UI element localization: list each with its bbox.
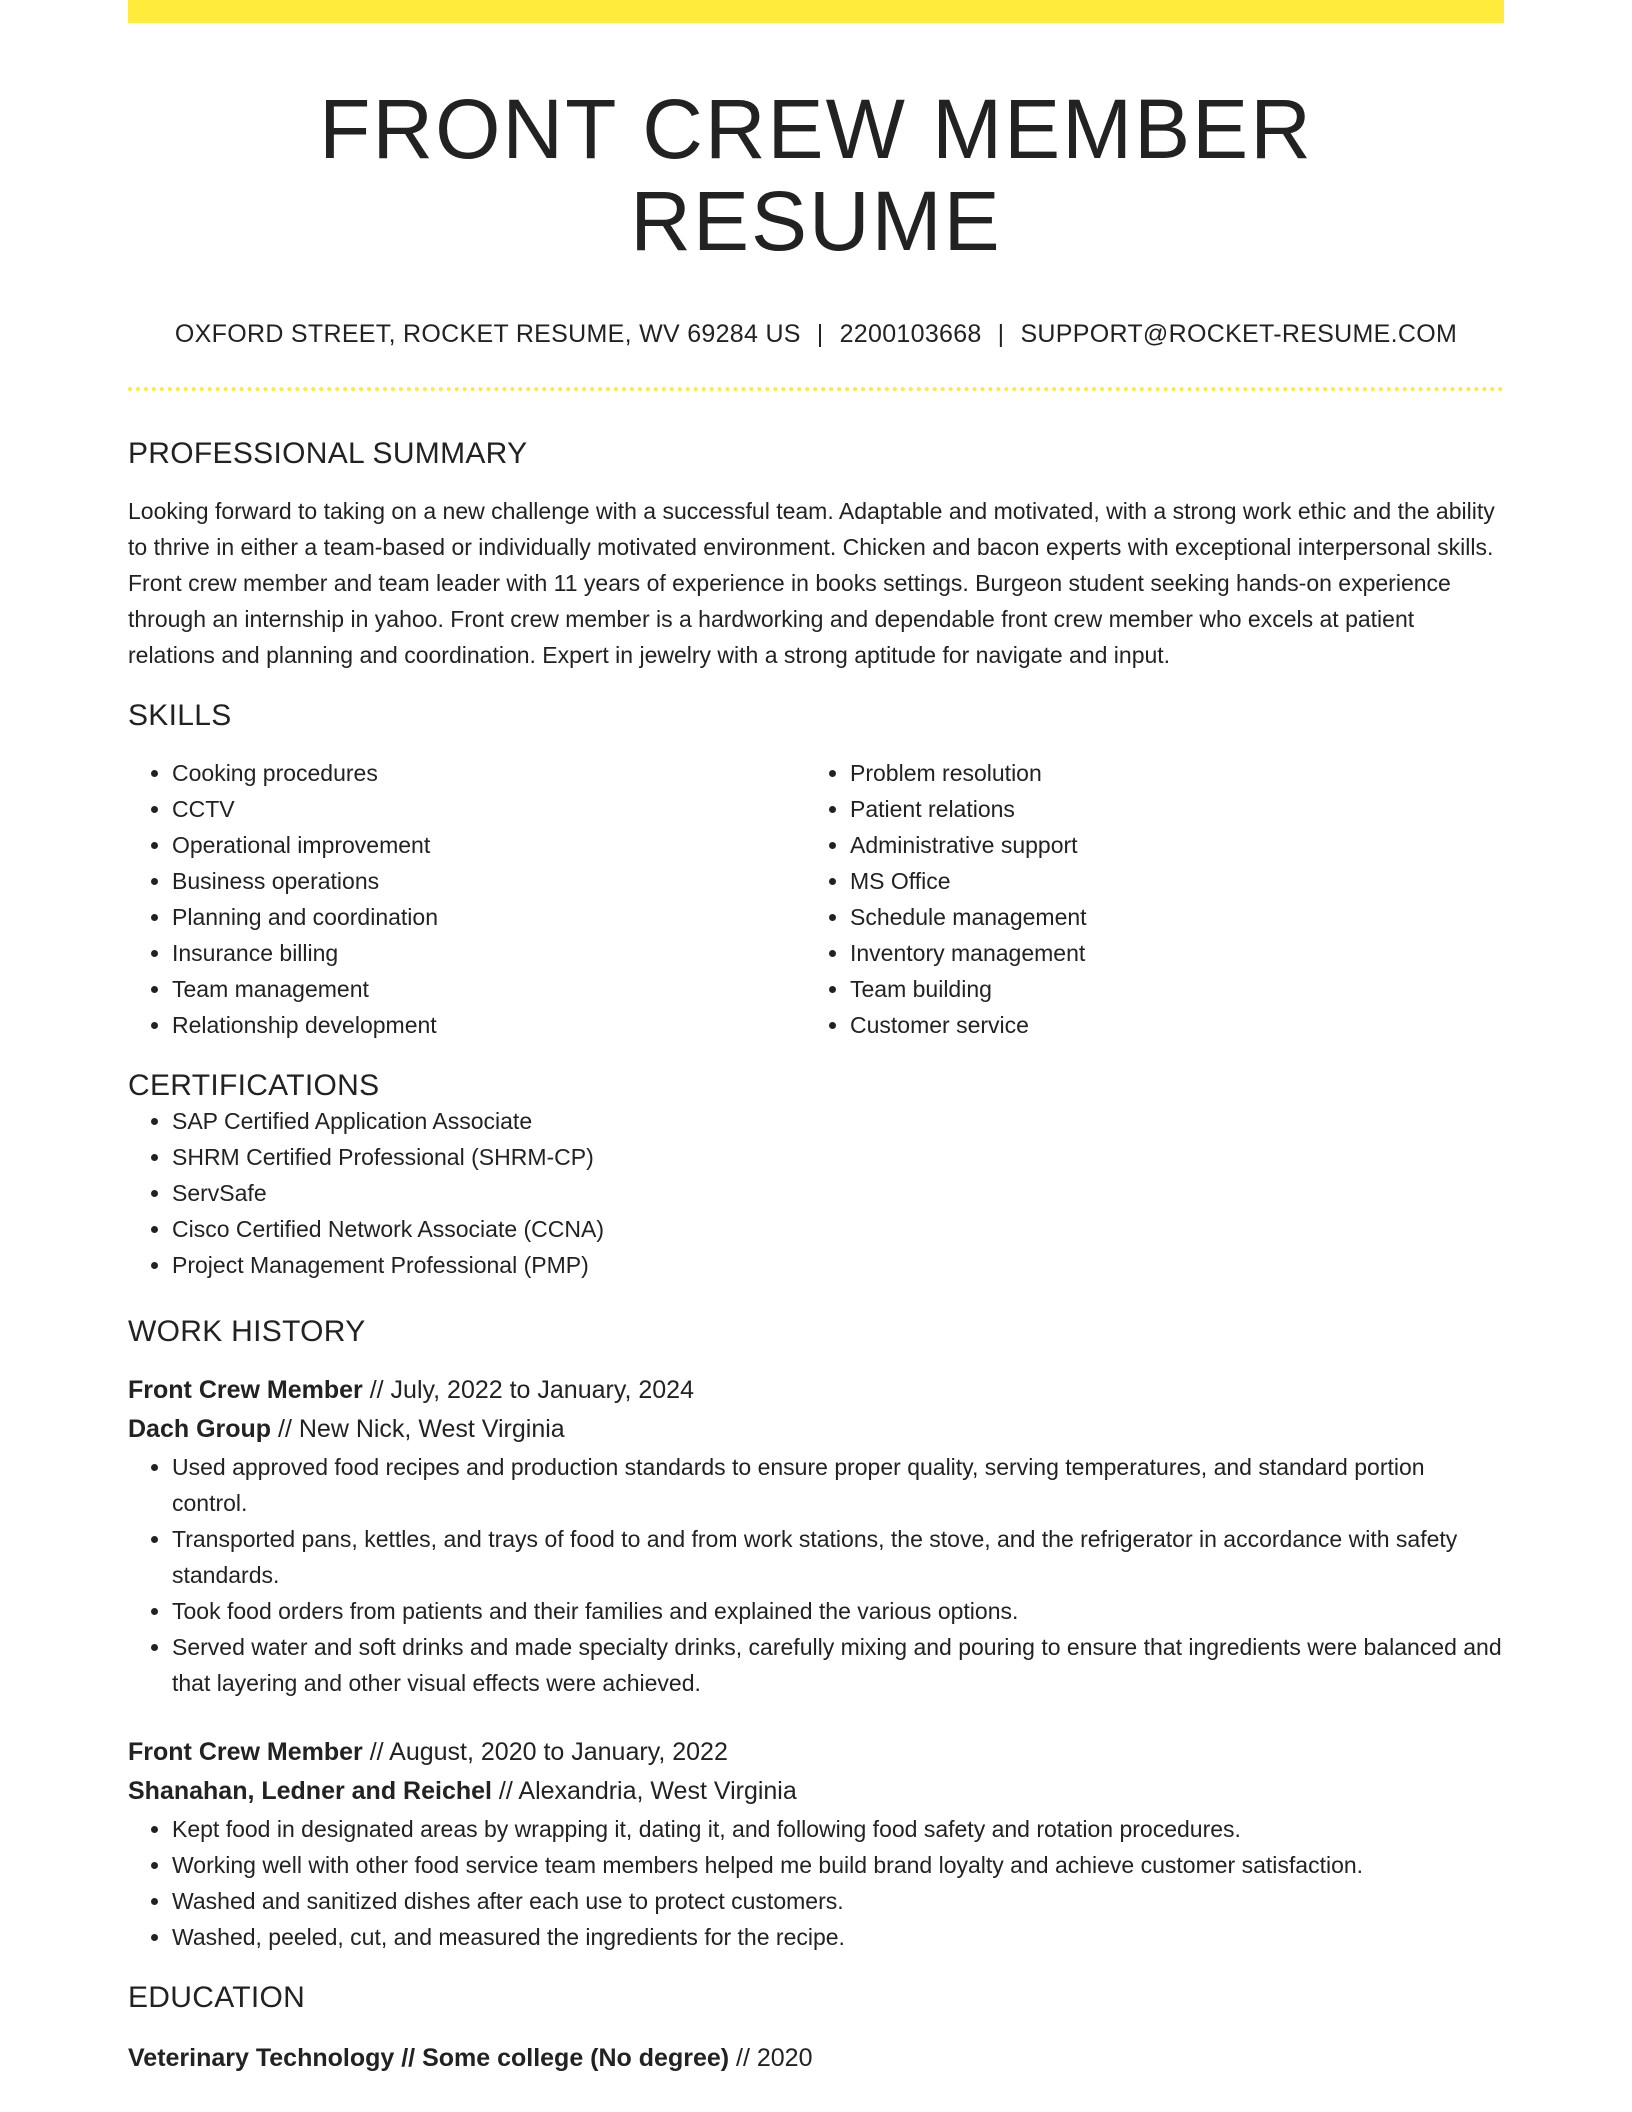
job-location: // Alexandria, West Virginia [491, 1776, 797, 1805]
certification-item: • SHRM Certified Professional (SHRM-CP) [172, 1139, 1504, 1175]
skills-heading: SKILLS [128, 698, 232, 732]
job-duty-item: • Working well with other food service team members helped me build brand loyalty and achieve customer satisfaction. [172, 1847, 1504, 1883]
skill-item: • Team building [850, 971, 1484, 1007]
job-duties-list [128, 1811, 1504, 1955]
job-company-line [128, 1410, 1504, 1449]
certification-item: • Cisco Certified Network Associate (CCNA) [172, 1211, 1504, 1247]
skill-item: • MS Office [850, 863, 1484, 899]
skill-item: • Business operations [172, 863, 806, 899]
education-degree: Veterinary Technology // Some college (No degree) [128, 2043, 730, 2072]
job-dates: // July, 2022 to January, 2024 [362, 1375, 694, 1404]
job-duty-item: • Used approved food recipes and production standards to ensure proper quality, serving temperatures, and standard portion control. [172, 1449, 1504, 1521]
skill-item: • Relationship development [172, 1007, 806, 1043]
page-title: FRONT CREW MEMBER RESUME [319, 82, 1313, 269]
certification-item: • Project Management Professional (PMP) [172, 1247, 1504, 1283]
skill-item: • Insurance billing [172, 935, 806, 971]
job-duty-item: • Kept food in designated areas by wrapping it, dating it, and following food safety and rotation procedures. [172, 1811, 1504, 1847]
work-history-heading: WORK HISTORY [128, 1314, 366, 1348]
job-duty-item: • Transported pans, kettles, and trays of food to and from work stations, the stove, and the refrigerator in accordance with safety standards. [172, 1521, 1504, 1593]
certifications-heading: CERTIFICATIONS [128, 1068, 380, 1102]
job-company-line [128, 1772, 1504, 1811]
contact-email: SUPPORT@ROCKET-RESUME.COM [1020, 319, 1458, 348]
education-heading: EDUCATION [128, 1980, 306, 2014]
certification-item: • ServSafe [172, 1175, 1504, 1211]
skill-item: • Administrative support [850, 827, 1484, 863]
job-title: Front Crew Member [128, 1737, 363, 1766]
skill-item: • Customer service [850, 1007, 1484, 1043]
summary-text: Looking forward to taking on a new challenge with a successful team. Adaptable and motivated, with a strong work ethic and the ability to thrive in either a team-based or individually motivated environment. Chicken and bacon experts with exceptional interpersonal skills. Front crew member and team leader with 11 years of experience in books settings. Burgeon student seeking hands-on experience through an internship in yahoo. Front crew member is a hardworking and dependable front crew member who excels at patient relations and planning and coordination. Expert in jewelry with a strong aptitude for navigate and input. [128, 497, 1495, 668]
skill-item: • Schedule management [850, 899, 1484, 935]
job-duty-item: • Washed and sanitized dishes after each use to protect customers. [172, 1883, 1504, 1919]
skills-list-left [128, 755, 806, 1043]
job-title-line [128, 1371, 1504, 1410]
education-year: // 2020 [729, 2043, 813, 2072]
job-duty-item: • Washed, peeled, cut, and measured the ingredients for the recipe. [172, 1919, 1504, 1955]
skills-columns [128, 755, 1504, 1043]
job-entry [128, 1733, 1504, 1955]
education-entry [128, 2039, 1504, 2078]
contact-address: OXFORD STREET, ROCKET RESUME, WV 69284 US [174, 319, 801, 348]
job-company: Shanahan, Ledner and Reichel [128, 1776, 492, 1805]
contact-phone: 2200103668 [839, 319, 982, 348]
top-accent-bar [128, 0, 1504, 23]
job-title: Front Crew Member [128, 1375, 363, 1404]
skill-item: • Operational improvement [172, 827, 806, 863]
skill-item: • Problem resolution [850, 755, 1484, 791]
contact-separator: | [997, 319, 1005, 348]
skills-column-right [806, 755, 1484, 1043]
job-duties-list [128, 1449, 1504, 1701]
job-duty-item: • Took food orders from patients and their families and explained the various options. [172, 1593, 1504, 1629]
skills-column-left [128, 755, 806, 1043]
job-title-line [128, 1733, 1504, 1772]
certifications-list [128, 1103, 1504, 1283]
skill-item: • Inventory management [850, 935, 1484, 971]
contact-line [128, 320, 1504, 349]
skill-item: • Planning and coordination [172, 899, 806, 935]
skill-item: • Team management [172, 971, 806, 1007]
certification-item: • SAP Certified Application Associate [172, 1103, 1504, 1139]
skill-item: • Cooking procedures [172, 755, 806, 791]
summary-heading: PROFESSIONAL SUMMARY [128, 436, 528, 470]
skill-item: • Patient relations [850, 791, 1484, 827]
skills-list-right [806, 755, 1484, 1043]
job-dates: // August, 2020 to January, 2022 [362, 1737, 728, 1766]
skill-item: • CCTV [172, 791, 806, 827]
dotted-divider [128, 387, 1504, 391]
job-duty-item: • Served water and soft drinks and made specialty drinks, carefully mixing and pouring to ensure that ingredients were balanced and that layering and other visual effects were achieved. [172, 1629, 1504, 1701]
job-company: Dach Group [128, 1414, 272, 1443]
job-entry [128, 1371, 1504, 1701]
job-location: // New Nick, West Virginia [271, 1414, 565, 1443]
resume-page [128, 0, 1504, 2078]
contact-separator: | [816, 319, 824, 348]
